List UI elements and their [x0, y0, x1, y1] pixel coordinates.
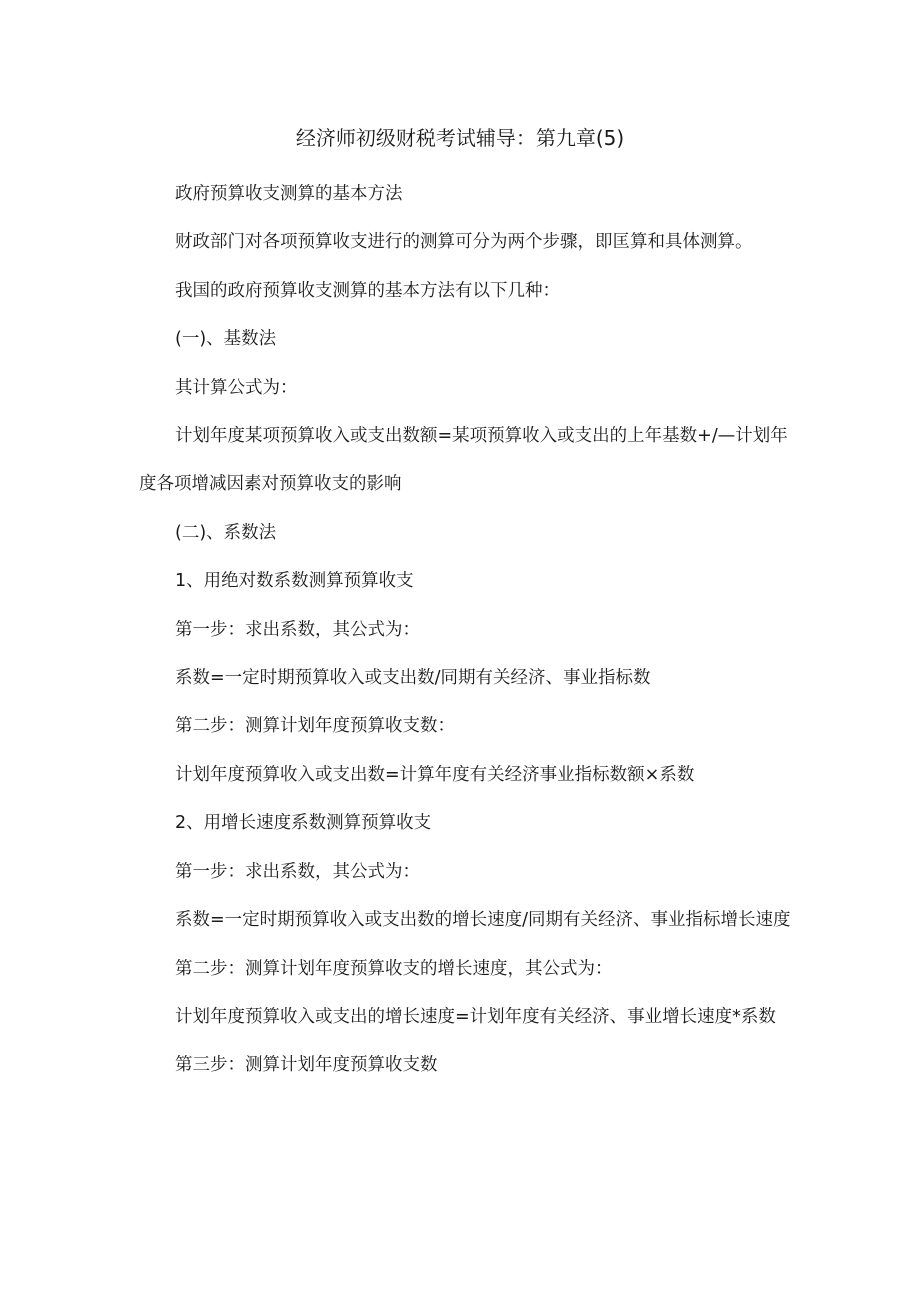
paragraph-methods-intro: 我国的政府预算收支测算的基本方法有以下几种：	[175, 280, 560, 301]
paragraph-growth-coefficient-formula: 系数=一定时期预算收入或支出数的增长速度/同期有关经济、事业指标增长速度	[175, 910, 791, 931]
paragraph-planned-amount-formula: 计划年度预算收入或支出数=计算年度有关经济事业指标数额×系数	[175, 764, 695, 785]
paragraph-growth-step-two: 第二步：测算计划年度预算收支的增长速度，其公式为：	[175, 958, 613, 979]
paragraph-base-method-heading: (一)、基数法	[175, 329, 277, 350]
paragraph-two-steps: 财政部门对各项预算收支进行的测算可分为两个步骤，即匡算和具体测算。	[175, 232, 753, 253]
paragraph-method-heading: 政府预算收支测算的基本方法	[175, 184, 403, 204]
paragraph-step-two: 第二步：测算计划年度预算收支数：	[175, 716, 455, 737]
paragraph-growth-coefficient-heading: 2、用增长速度系数测算预算收支	[175, 813, 432, 834]
paragraph-absolute-coefficient-heading: 1、用绝对数系数测算预算收支	[175, 571, 414, 592]
paragraph-base-formula: 计划年度某项预算收入或支出数额=某项预算收入或支出的上年基数+/—计划年度各项增减因素对预算收支的影响	[139, 426, 788, 495]
paragraph-formula-intro: 其计算公式为：	[175, 377, 298, 398]
document-body	[139, 170, 799, 1090]
paragraph-growth-step-three: 第三步：测算计划年度预算收支数	[175, 1055, 438, 1076]
paragraph-step-one: 第一步：求出系数，其公式为：	[175, 619, 420, 640]
paragraph-growth-rate-formula: 计划年度预算收入或支出的增长速度=计划年度有关经济、事业增长速度*系数	[175, 1006, 776, 1027]
document-title: 经济师初级财税考试辅导：第九章(5)	[295, 126, 625, 150]
paragraph-coefficient-method-heading: (二)、系数法	[175, 522, 277, 543]
paragraph-growth-step-one: 第一步：求出系数，其公式为：	[175, 861, 420, 882]
paragraph-coefficient-formula: 系数=一定时期预算收入或支出数/同期有关经济、事业指标数	[175, 668, 651, 689]
